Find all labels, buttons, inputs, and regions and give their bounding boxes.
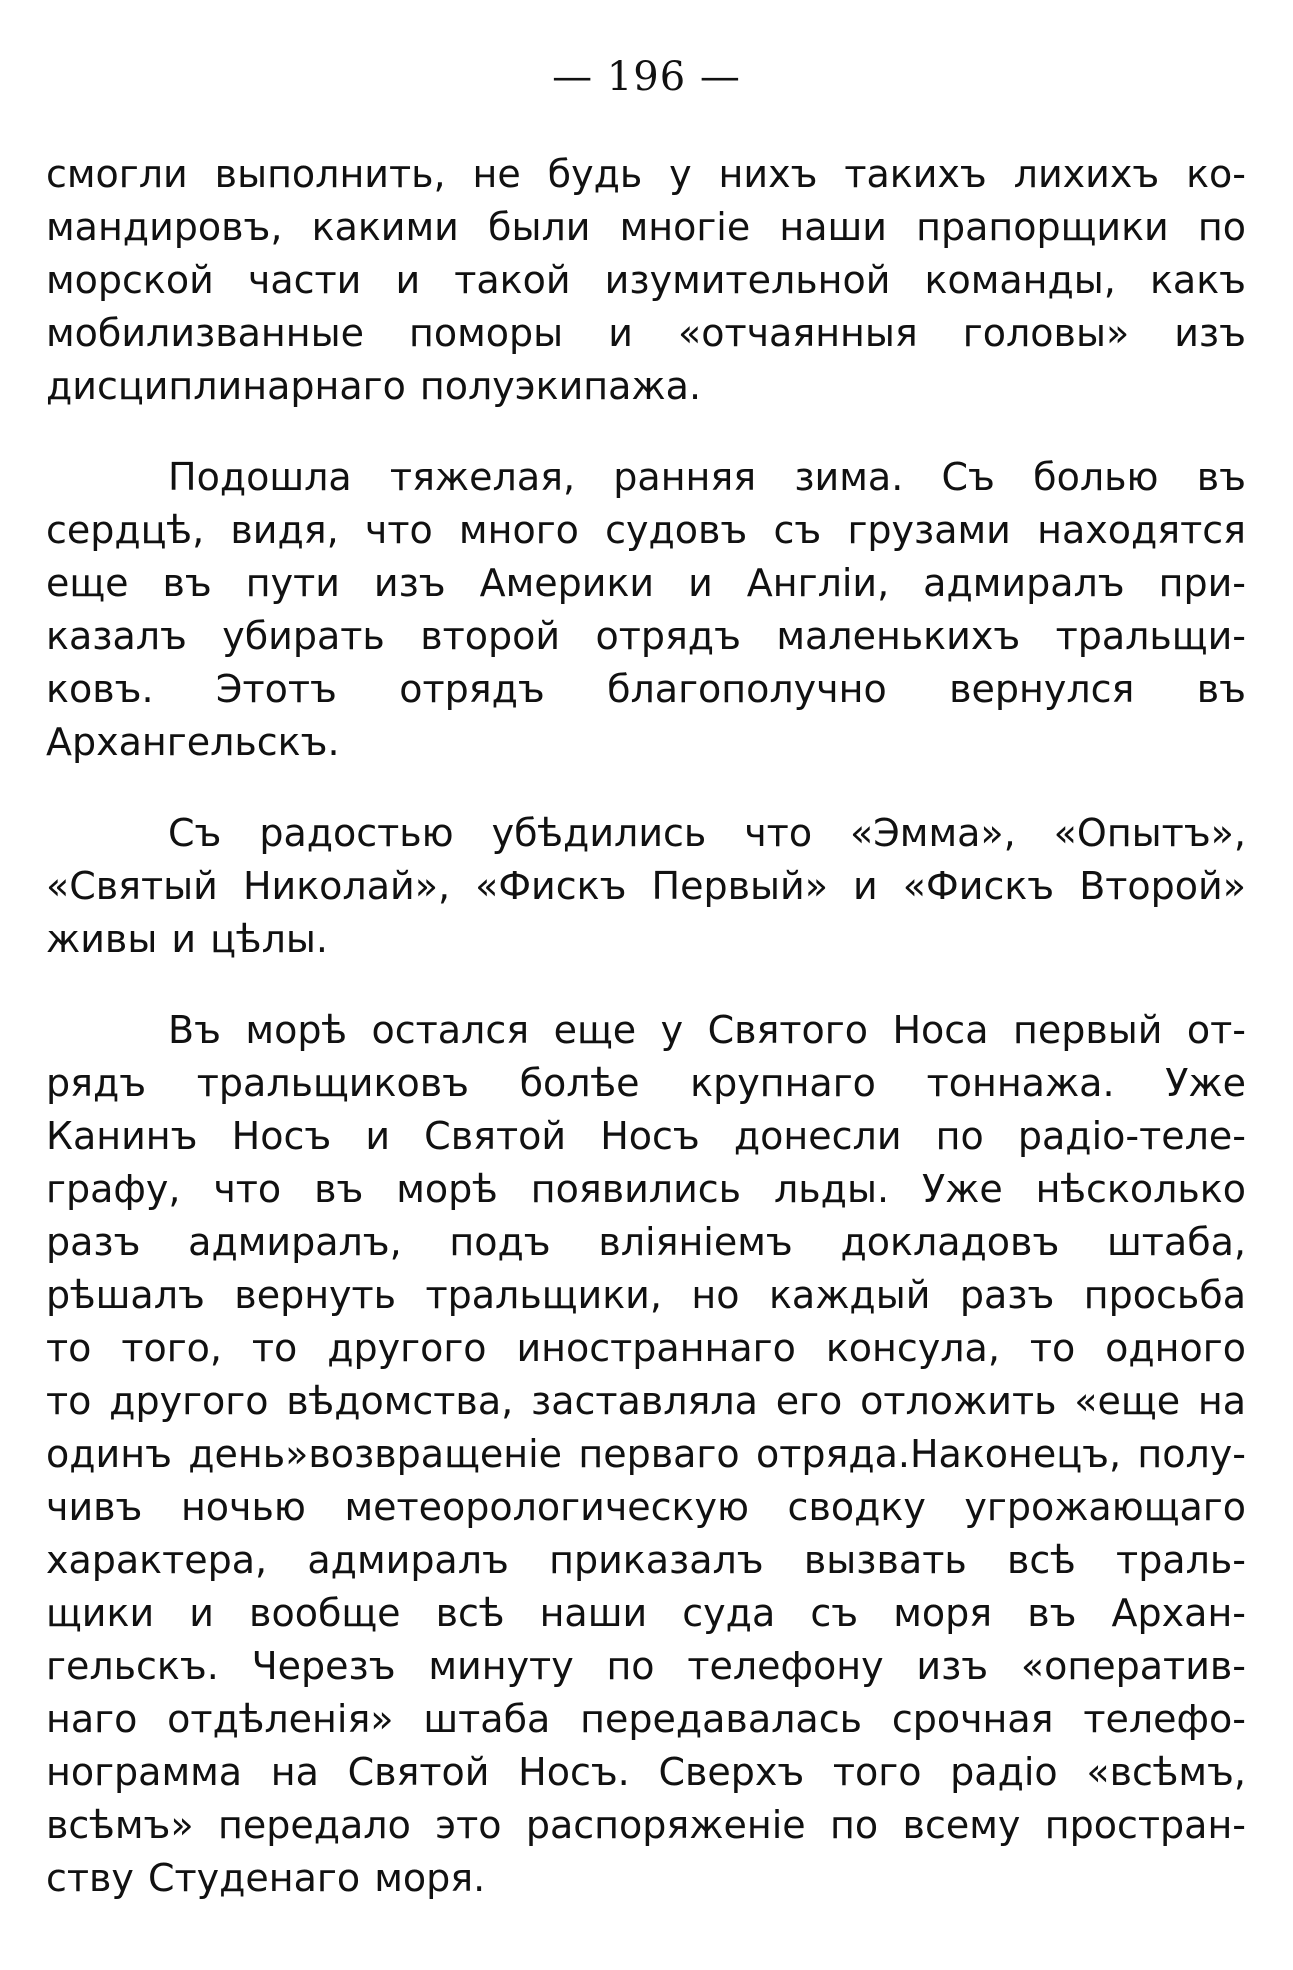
text-line: то другого вѣдомства, заставляла его отложить «еще на [46, 1379, 1246, 1423]
text-line: рядъ тральщиковъ болѣе крупнаго тоннажа. Уже [46, 1061, 1246, 1105]
text-line: смогли выполнить, не будь у нихъ такихъ лихихъ ко- [46, 152, 1246, 196]
text-line: чивъ ночью метеорологическую сводку угрожающаго [46, 1485, 1246, 1529]
paragraph-3 [46, 807, 1246, 966]
text-line: рѣшалъ вернуть тральщики, но каждый разъ просьба [46, 1273, 1246, 1317]
text-line: нограмма на Святой Носъ. Сверхъ того радіо «всѣмъ, [46, 1750, 1246, 1794]
text-line: «Святый Николай», «Фискъ Первый» и «Фискъ Второй» [46, 864, 1246, 908]
text-line: дисциплинарнаго полуэкипажа. [46, 364, 702, 408]
text-line: мобилизванные поморы и «отчаянныя головы» изъ [46, 311, 1246, 355]
text-line: сердцѣ, видя, что много судовъ съ грузами находятся [46, 508, 1246, 552]
text-line: разъ адмиралъ, подъ вліяніемъ докладовъ штаба, [46, 1220, 1246, 1264]
text-line: графу, что въ морѣ появились льды. Уже нѣсколько [46, 1167, 1246, 1211]
text-line: ковъ. Этотъ отрядъ благополучно вернулся въ [46, 667, 1246, 711]
text-line: Архангельскъ. [46, 720, 340, 764]
page-text [46, 148, 1246, 1943]
page-number: — 196 — [552, 54, 741, 100]
text-line: ству Студенаго моря. [46, 1856, 486, 1900]
text-line: Канинъ Носъ и Святой Носъ донесли по радіо-теле- [46, 1114, 1246, 1158]
text-line: Съ радостью убѣдились что «Эмма», «Опытъ», [168, 811, 1246, 855]
text-line: всѣмъ» передало это распоряженіе по всему простран- [46, 1803, 1246, 1847]
text-line: Подошла тяжелая, ранняя зима. Съ болью въ [168, 455, 1246, 499]
text-line: еще въ пути изъ Америки и Англіи, адмиралъ при- [46, 561, 1246, 605]
text-line: морской части и такой изумительной команды, какъ [46, 258, 1246, 302]
text-line: Въ морѣ остался еще у Святого Носа первый от- [168, 1008, 1246, 1052]
paragraph-2 [46, 451, 1246, 769]
text-line: наго отдѣленія» штаба передавалась срочная телефо- [46, 1697, 1246, 1741]
text-line: казалъ убирать второй отрядъ маленькихъ тральщи- [46, 614, 1246, 658]
text-line: то того, то другого иностраннаго консула, то одного [46, 1326, 1246, 1370]
paragraph-4 [46, 1004, 1246, 1905]
text-line: характера, адмиралъ приказалъ вызвать всѣ траль- [46, 1538, 1246, 1582]
text-line: гельскъ. Черезъ минуту по телефону изъ «оператив- [46, 1644, 1246, 1688]
paragraph-1 [46, 148, 1246, 413]
text-line: щики и вообще всѣ наши суда съ моря въ Архан- [46, 1591, 1246, 1635]
text-line: мандировъ, какими были многіе наши прапорщики по [46, 205, 1246, 249]
text-line: одинъ день»возвращеніе перваго отряда.Наконецъ, полу- [46, 1432, 1246, 1476]
text-line: живы и цѣлы. [46, 917, 328, 961]
